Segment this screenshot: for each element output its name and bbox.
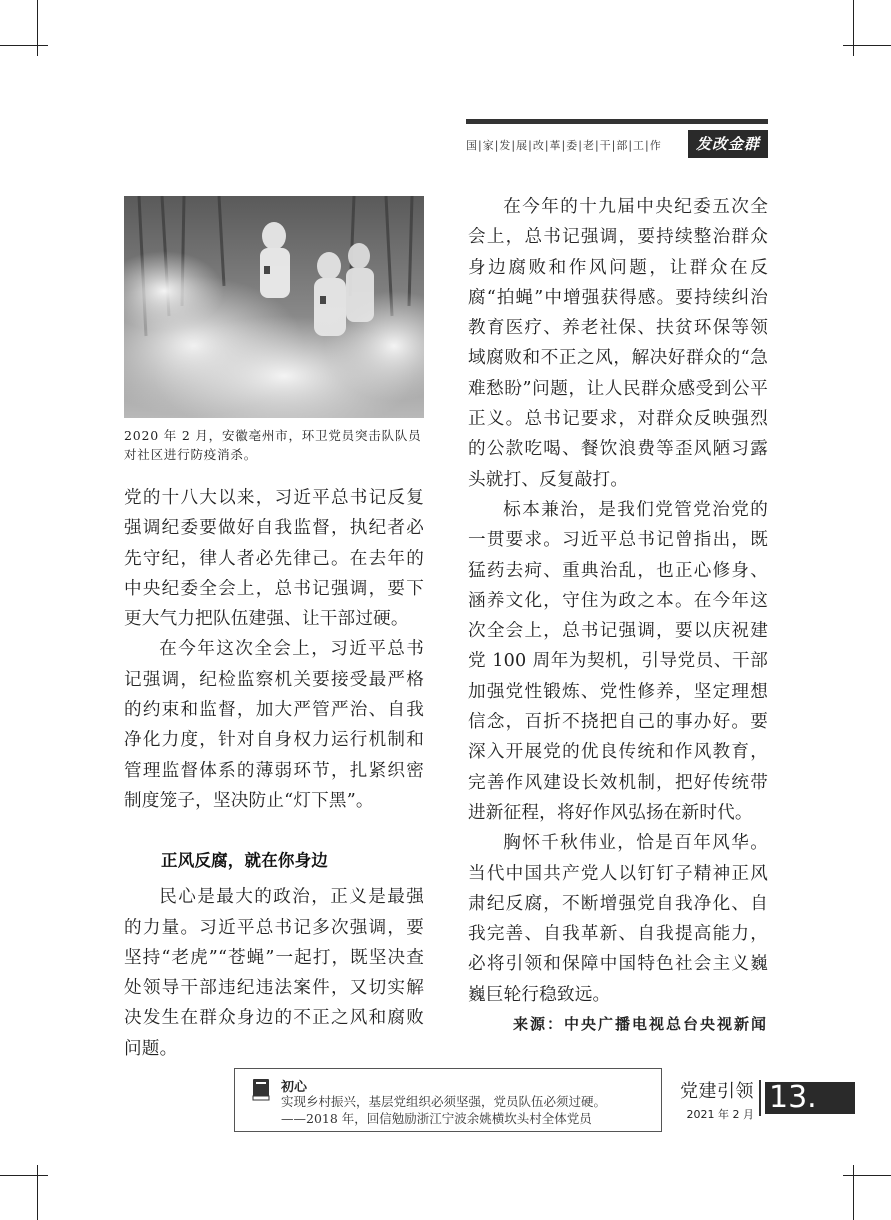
quote-source: ——2018 年，回信勉励浙江宁波余姚横坎头村全体党员 [281, 1111, 592, 1126]
paragraph: 标本兼治，是我们党管党治党的一贯要求。习近平总书记曾指出，既猛药去疴、重典治乱，也正心修身、涵养文化，守住为政之本。在今年这次全会上，总书记强调，要以庆祝建党 100 周年为契机，引导党员、干部加强党性锻炼、党性修养，坚定理想信念，百折不挠把自己的事办好。要深入开展党的优良传统和作风教育，完善作风建设长效机制，把好传统带进新征程，将好作风弘扬在新时代。 [468, 499, 768, 823]
quote-text: 实现乡村振兴，基层党组织必须坚强，党员队伍必须过硬。 [281, 1094, 607, 1109]
page-header [466, 130, 768, 158]
quote-title: 初心 [281, 1080, 308, 1095]
crop-mark [853, 0, 854, 56]
journal-name: 党建引领 [680, 1081, 754, 1102]
divider [759, 1080, 761, 1116]
crop-mark [853, 1165, 854, 1220]
paragraph: 在今年的十九届中央纪委五次全会上，总书记强调，要持续整治群众身边腐败和作风问题，让群众在反腐“拍蝇”中增强获得感。要持续纠治教育医疗、养老社保、扶贫环保等领域腐败和不正之风，解决好群众的“急难愁盼”问题，让人民群众感受到公平正义。总书记要求，对群众反映强烈的公款吃喝、餐饮浪费等歪风陋习露头就打、反复敲打。 [468, 197, 768, 490]
paragraph: 胸怀千秋伟业，恰是百年风华。当代中国共产党人以钉钉子精神正风肃纪反腐，不断增强党自我净化、自我完善、自我革新、自我提高能力，必将引领和保障中国特色社会主义巍巍巨轮行稳致远。 [468, 833, 768, 1005]
book-icon [251, 1078, 271, 1102]
paragraph: 党的十八大以来，习近平总书记反复强调纪委要做好自我监督，执纪者必先守纪，律人者必先律己。在去年的中央纪委全会上，总书记强调，要下更大气力把队伍建强、让干部过硬。 [124, 488, 424, 630]
header-categories: 国|家|发|展|改|革|委|老|干|部|工|作 [466, 139, 662, 152]
crop-mark [843, 45, 891, 46]
paragraph: 在今年这次全会上，习近平总书记强调，纪检监察机关要接受最严格的约束和监督，加大严管严治、自我净化力度，针对自身权力运行机制和管理监督体系的薄弱环节，扎紧织密制度笼子，坚决防止“灯下黑”。 [124, 639, 424, 811]
section-heading: 正风反腐，就在你身边 [161, 851, 328, 871]
crop-mark [843, 1175, 891, 1176]
journal-date: 2021 年 2 月 [686, 1108, 754, 1121]
crop-mark [0, 1175, 48, 1176]
photo-caption: 2020 年 2 月，安徽亳州市，环卫党员突击队队员对社区进行防疫消杀。 [124, 428, 422, 462]
right-column [468, 192, 768, 1010]
crop-mark [37, 0, 38, 56]
left-column [124, 483, 424, 1064]
article-source: 来源：中央广播电视总台央视新闻 [512, 1015, 768, 1033]
crop-mark [37, 1165, 38, 1220]
disinfection-photo [124, 196, 424, 418]
header-brand: 发改金群 [688, 130, 768, 158]
quote-box [234, 1068, 662, 1132]
paragraph: 民心是最大的政治，正义是最强的力量。习近平总书记多次强调，要坚持“老虎”“苍蝇”一起打，既坚决查处领导干部违纪违法案件，又切实解决发生在群众身边的不正之风和腐败问题。 [124, 887, 424, 1059]
article-photo [124, 196, 424, 418]
header-rule [466, 119, 768, 124]
journal-info [672, 1077, 754, 1122]
page-number: 13. [765, 1082, 855, 1114]
crop-mark [0, 45, 48, 46]
